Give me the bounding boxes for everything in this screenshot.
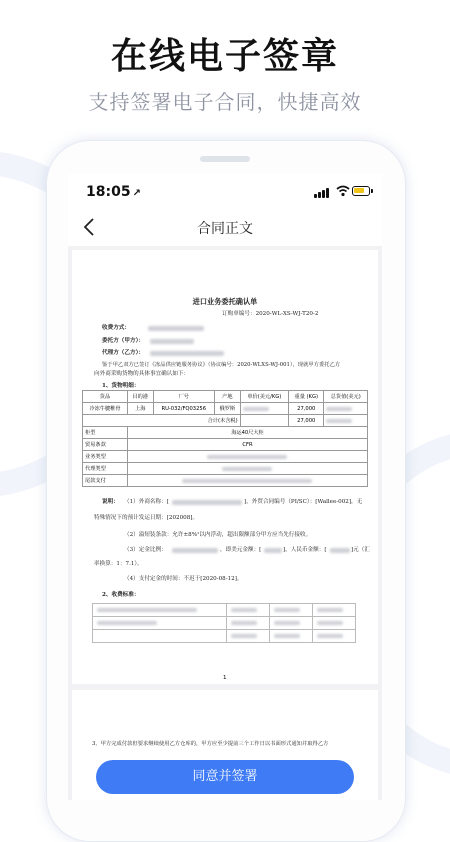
table-cell [269, 617, 312, 630]
redacted-text [148, 326, 204, 331]
table-cell: 27,000 [289, 415, 324, 427]
agent-label: 代理方（乙方）： [102, 350, 144, 356]
table-cell [226, 604, 269, 617]
page-title: 合同正文 [197, 221, 253, 237]
table-cell [226, 617, 269, 630]
note-1-continued: ]，外贸合同编号（PI/SC）：[Wallee-002]，无 [244, 499, 363, 505]
table-header: 单价(美元/KG) [240, 391, 288, 403]
table-cell: CFR [127, 439, 367, 451]
table-row [83, 475, 368, 487]
wifi-icon [336, 185, 350, 197]
table-cell [127, 475, 367, 487]
table-cell [312, 630, 355, 643]
table-row [83, 439, 368, 451]
document-viewer[interactable] [68, 246, 382, 800]
table-cell [93, 617, 227, 630]
table-cell: 海运40尺大柜 [127, 427, 367, 439]
note-1-line-2: 特殊情况下的预计发运日期：[202008]。 [94, 515, 199, 521]
table-row [93, 630, 356, 643]
table-row [93, 617, 356, 630]
table-header: 货品 [83, 391, 128, 403]
order-number: 订购单编号：2020-WL-XS-WJ-T20-2 [222, 311, 319, 317]
page-2-text: 3、甲方完成付款但要求继续使用乙方仓库的，甲方应至少提前三个工作日以书面形式通知并取得乙方 [92, 741, 329, 747]
note-4: （4）支付定金的时间：不迟于[2020-08-12]。 [124, 576, 243, 582]
note-3: （3）定金比例： [124, 547, 167, 553]
status-bar [68, 174, 382, 210]
signal-icon [314, 188, 332, 198]
table-cell: 业务类型 [83, 451, 128, 463]
table-row [83, 451, 368, 463]
section-1-heading: 1、货物明细： [102, 383, 140, 389]
table-cell [93, 604, 227, 617]
table-cell: RU-032/FQ03256 [153, 403, 215, 415]
table-cell [324, 403, 368, 415]
table-cell [269, 630, 312, 643]
phone-screen [68, 174, 382, 800]
table-header: 总货值(美元) [324, 391, 368, 403]
client-label: 委托方（甲方）： [102, 338, 144, 344]
document-title: 进口业务委托确认单 [192, 297, 258, 306]
table-cell [324, 415, 368, 427]
table-cell [240, 403, 288, 415]
fee-table [92, 603, 356, 643]
note-3-usd: ，即美元金额：[ [220, 547, 262, 553]
table-cell: 27,000 [289, 403, 324, 415]
table-header: 目的港 [127, 391, 153, 403]
note-3-rmb: ]，人民币金额：[ [283, 547, 327, 553]
table-cell [269, 604, 312, 617]
promo-subtitle: 支持签署电子合同，快捷高效 [88, 90, 362, 114]
page-number: 1 [223, 675, 227, 681]
table-cell [226, 630, 269, 643]
redacted-text [264, 548, 282, 553]
recipient-label: 收费方式： [102, 325, 130, 331]
table-cell [127, 451, 367, 463]
note-label: 说明： [102, 499, 119, 505]
table-cell [312, 604, 355, 617]
redacted-text [330, 548, 350, 553]
table-cell [240, 415, 288, 427]
table-row [93, 604, 356, 617]
redacted-text [172, 500, 242, 505]
table-row [83, 427, 368, 439]
goods-table [82, 390, 368, 487]
promo-title: 在线电子签章 [110, 36, 339, 77]
table-cell: 柜型 [83, 427, 128, 439]
nav-bar [68, 210, 382, 246]
table-row [83, 403, 368, 415]
table-cell [312, 617, 355, 630]
table-cell: 尾款支付 [83, 475, 128, 487]
battery-icon [352, 186, 370, 196]
location-arrow-icon: ↗ [132, 188, 141, 199]
section-2-heading: 2、收费标准： [102, 592, 140, 598]
table-cell: 俄罗斯 [215, 403, 241, 415]
table-cell: 贸易条款 [83, 439, 128, 451]
table-header: 重量 (KG) [289, 391, 324, 403]
status-time: 18:05 ↗ [86, 184, 141, 200]
table-header: 产地 [215, 391, 241, 403]
table-cell [127, 463, 367, 475]
table-cell: 冷冻牛腱稚骨 [83, 403, 128, 415]
intro-text: 向外商采购货物的具体事宜确认如下： [94, 371, 190, 377]
redacted-text [172, 548, 218, 553]
agree-and-sign-button[interactable]: 同意并签署 [96, 760, 354, 794]
table-cell [93, 630, 227, 643]
redacted-text [150, 351, 224, 356]
table-cell: 代理类型 [83, 463, 128, 475]
phone-speaker [200, 156, 250, 162]
table-header: 厂号 [153, 391, 215, 403]
table-header-row [83, 391, 368, 403]
note-2: （2）溢短装条款：允许±8%¹以内浮动，超出限额部分甲方应当先行接收。 [124, 532, 312, 538]
table-row [83, 415, 368, 427]
intro-text: 鉴于甲乙双方已签订《冻品供应链服务协议》（协议编号：2020-WLXS-WJ-001），现就甲方委托乙方 [102, 362, 341, 368]
note-3-line-2: 率换算：1：7.1）。 [94, 561, 143, 567]
note-3-end: ]元（汇 [351, 547, 370, 553]
redacted-text [150, 339, 194, 344]
table-cell: 上海 [127, 403, 153, 415]
table-row [83, 463, 368, 475]
table-cell: 合计(未含税) [83, 415, 241, 427]
note-1: （1）外商名称：[ [124, 499, 169, 505]
